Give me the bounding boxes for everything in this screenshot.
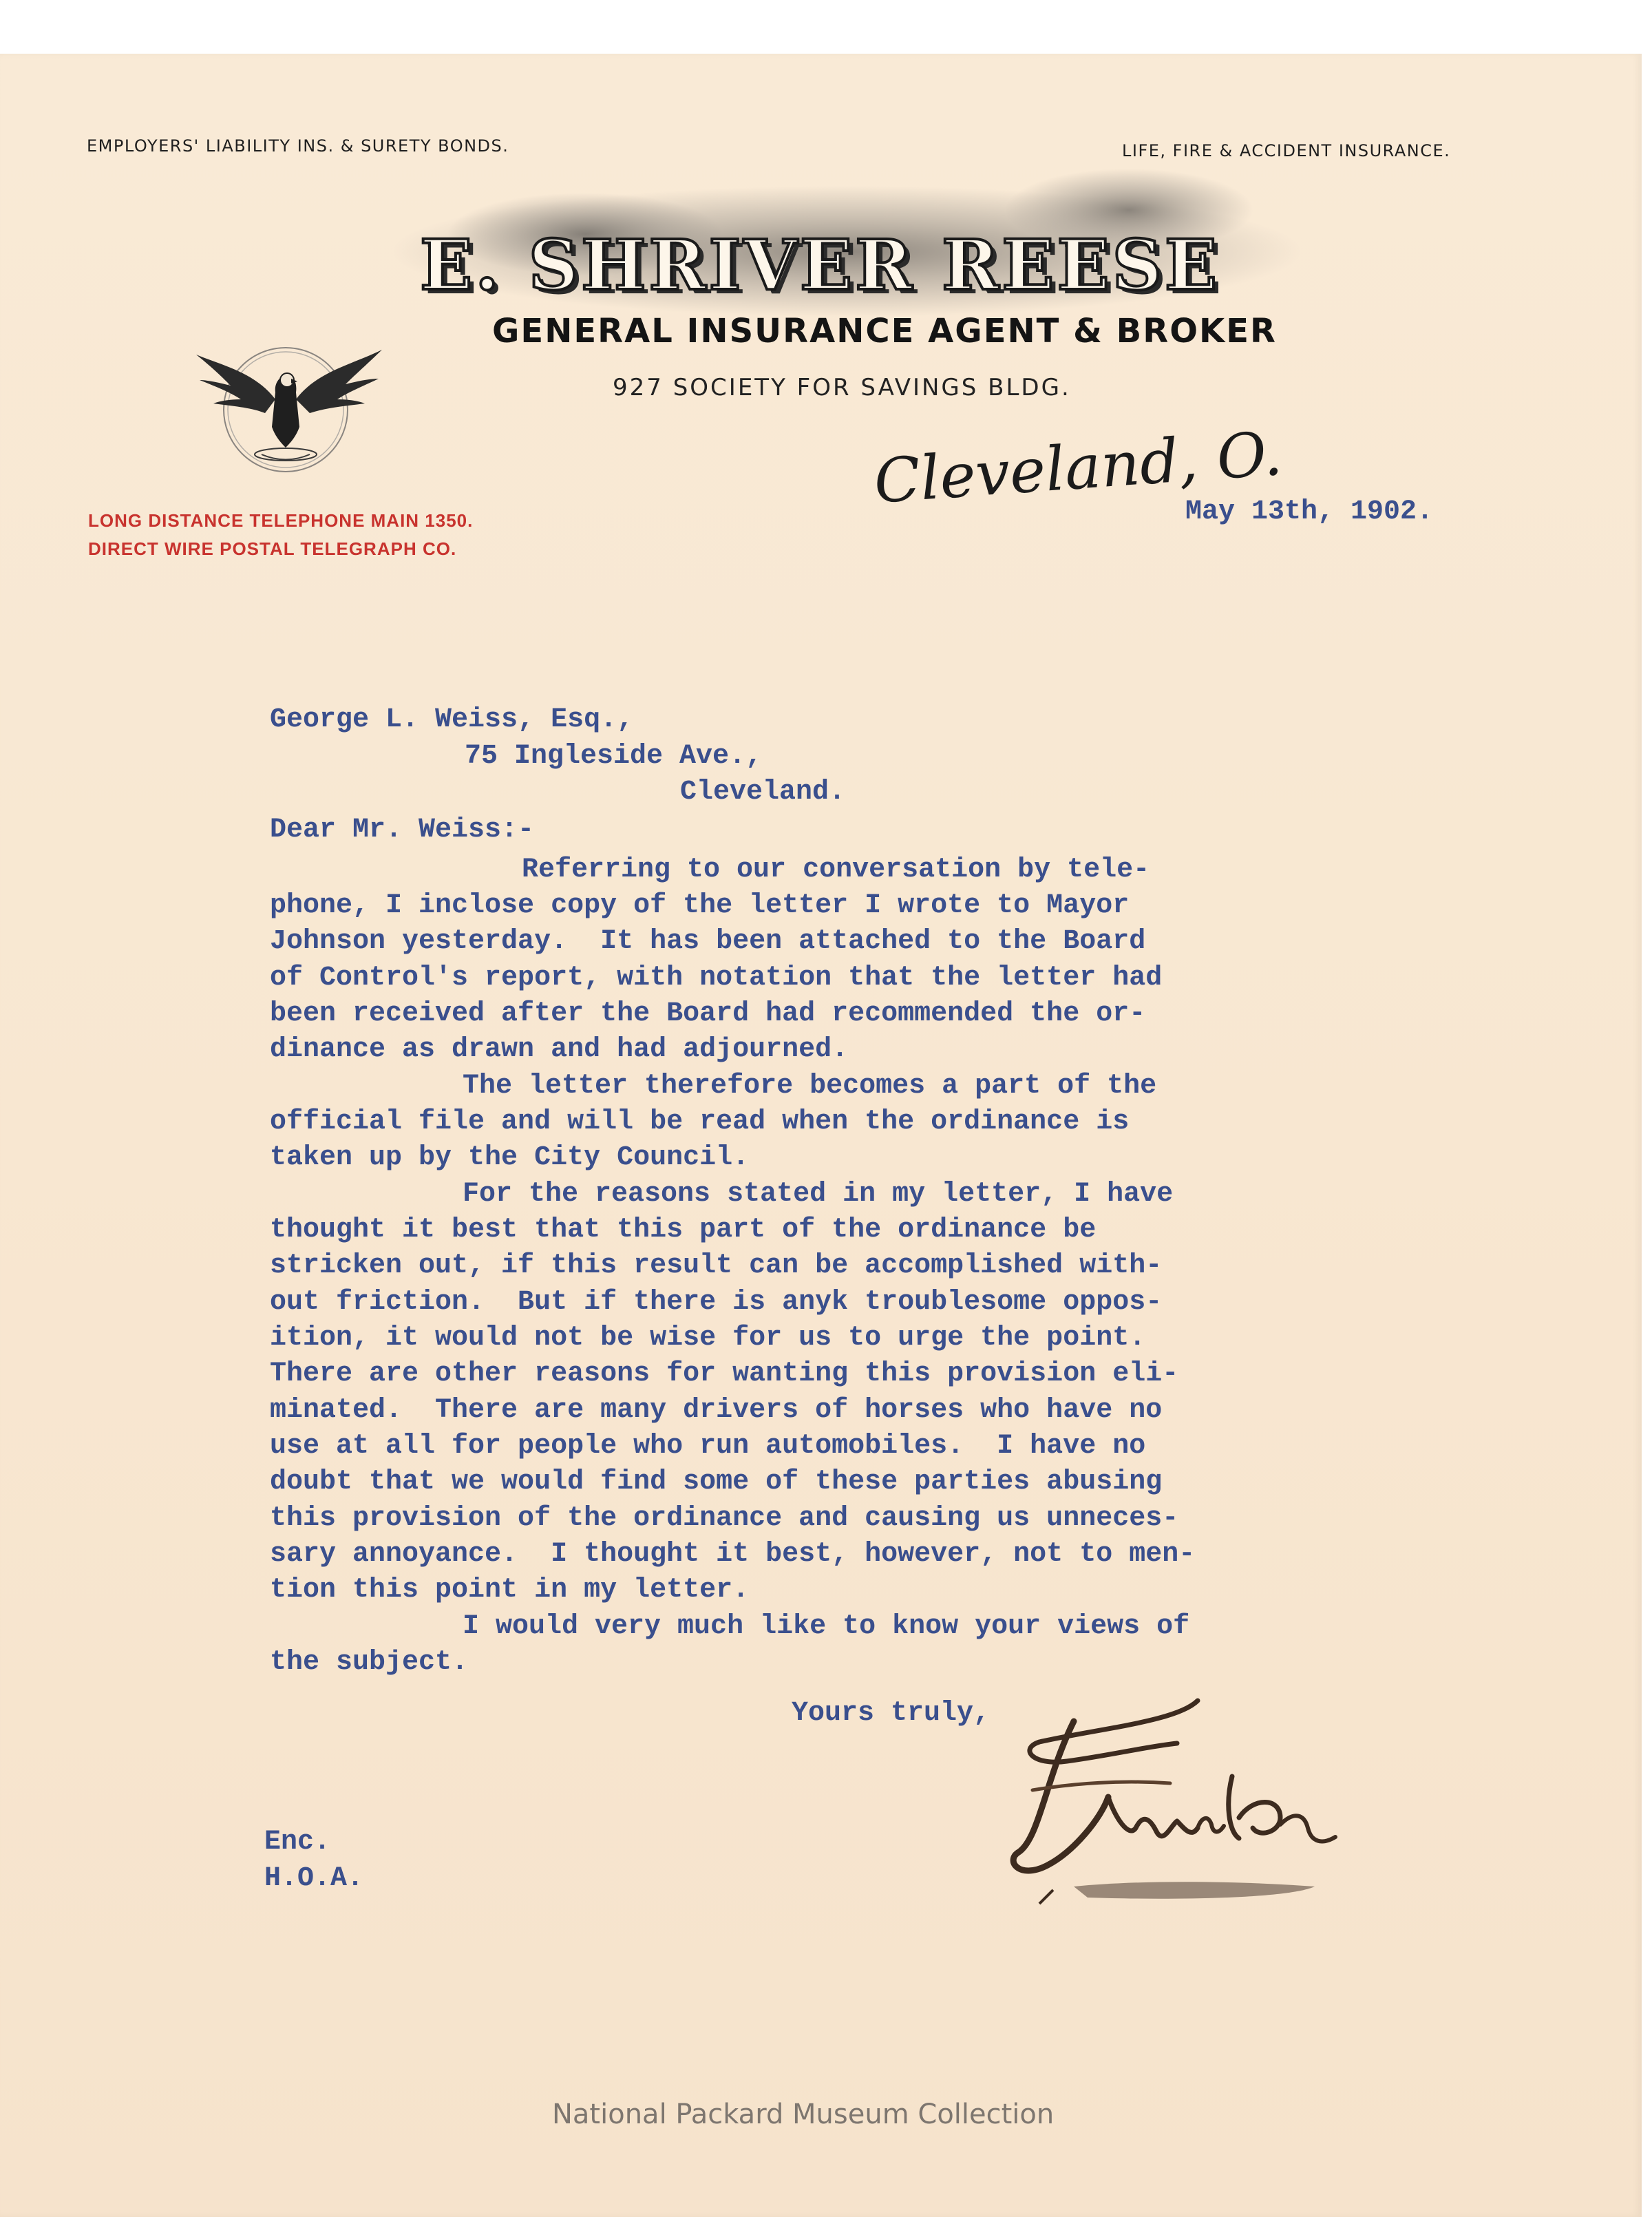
right-tagline: LIFE, FIRE & ACCIDENT INSURANCE. — [1122, 141, 1451, 160]
body-line: official file and will be read when the ordinance is — [270, 1106, 1130, 1137]
company-name: E. SHRIVER REESE — [420, 224, 1220, 306]
body-line: There are other reasons for wanting this provision eli- — [270, 1358, 1179, 1389]
body-line: phone, I inclose copy of the letter I wrote to Mayor — [270, 890, 1130, 921]
recipient-city: Cleveland. — [680, 777, 846, 808]
body-line: the subject. — [270, 1647, 469, 1678]
body-line: The letter therefore becomes a part of the — [463, 1071, 1157, 1102]
body-line: doubt that we would find some of these parties abusing — [270, 1467, 1163, 1498]
body-line: Referring to our conversation by tele- — [522, 854, 1150, 885]
body-line: dinance as drawn and had adjourned. — [270, 1034, 849, 1065]
body-line: been received after the Board had recommended the or- — [270, 998, 1146, 1029]
body-line: I would very much like to know your views of — [463, 1611, 1190, 1642]
letterhead-address: 927 SOCIETY FOR SAVINGS BLDG. — [613, 374, 1071, 401]
body-line: taken up by the City Council. — [270, 1142, 750, 1173]
body-line: For the reasons stated in my letter, I have — [463, 1179, 1174, 1210]
city-name: Cleveland, O. — [871, 417, 1285, 517]
recipient-street: 75 Ingleside Ave., — [465, 741, 763, 772]
signature — [991, 1680, 1363, 1907]
body-line: of Control's report, with notation that the letter had — [270, 963, 1163, 994]
recipient-name: George L. Weiss, Esq., — [270, 704, 634, 735]
left-tagline: EMPLOYERS' LIABILITY INS. & SURETY BONDS. — [87, 136, 509, 156]
telephone-line: LONG DISTANCE TELEPHONE MAIN 1350. — [88, 510, 474, 531]
telegraph-line: DIRECT WIRE POSTAL TELEGRAPH CO. — [88, 538, 457, 559]
body-line: out friction. But if there is anyk troublesome oppos- — [270, 1287, 1163, 1318]
body-line: this provision of the ordinance and causing us unneces- — [270, 1503, 1179, 1534]
body-line: ition, it would not be wise for us to urge the point. — [270, 1323, 1146, 1354]
salutation: Dear Mr. Weiss:- — [270, 815, 535, 845]
body-line: minated. There are many drivers of horses who have no — [270, 1395, 1163, 1426]
letter-date: May 13th, 1902. — [1185, 496, 1434, 527]
body-line: stricken out, if this result can be accomplished with- — [270, 1250, 1163, 1281]
collection-credit: National Packard Museum Collection — [552, 2099, 1055, 2130]
letterhead-subtitle: GENERAL INSURANCE AGENT & BROKER — [492, 312, 1277, 350]
closing: Yours truly, — [792, 1698, 991, 1729]
body-line: use at all for people who run automobiles. I have no — [270, 1431, 1146, 1462]
body-line: thought it best that this part of the ordinance be — [270, 1215, 1097, 1246]
body-line: sary annoyance. I thought it best, however, not to men- — [270, 1539, 1196, 1570]
typist-initials: H.O.A. — [264, 1863, 364, 1894]
enclosure-note: Enc. — [264, 1827, 331, 1858]
eagle-emblem-icon — [193, 344, 385, 475]
body-line: tion this point in my letter. — [270, 1575, 750, 1606]
body-line: Johnson yesterday. It has been attached to the Board — [270, 926, 1146, 957]
